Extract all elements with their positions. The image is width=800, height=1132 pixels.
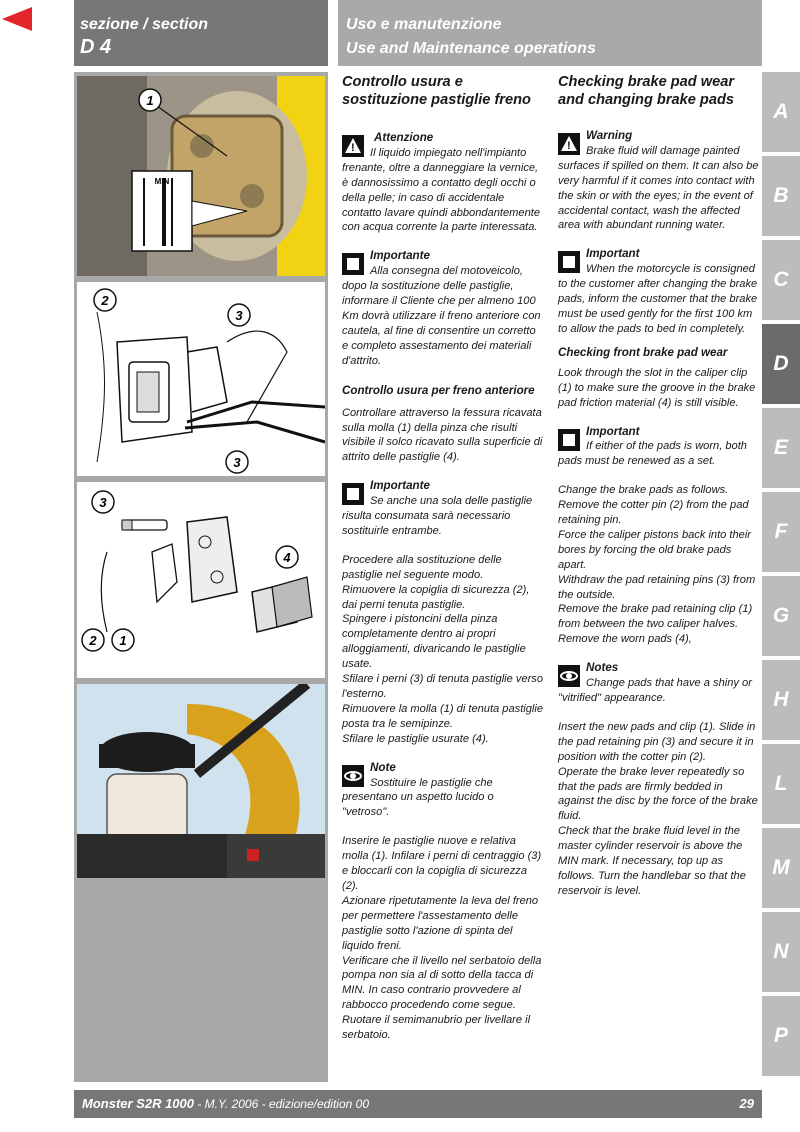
- fig3-callout-3: 3: [99, 495, 107, 510]
- english-column: [558, 74, 760, 899]
- tab-e[interactable]: E: [762, 408, 800, 488]
- italian-section-title: Controllo usura e sostituzione pastiglie freno: [342, 74, 531, 108]
- english-important2-head-row: [558, 425, 760, 440]
- english-step2: Insert the new pads and clip (1). Slide in the pad retaining pin (3) and secure it in position with the cotter pin (2).: [558, 720, 756, 763]
- italian-step: Procedere alla sostituzione delle pastiglie nel seguente modo.: [342, 553, 502, 581]
- tab-l[interactable]: L: [762, 744, 800, 824]
- fig3-callout-2: 2: [89, 633, 97, 648]
- figures-column: [74, 72, 328, 1082]
- italian-step2: Verificare che il livello nel serbatoio della pompa non sia al di sotto della tacca di MIN. In caso contrario provvedere al rabbocco procedendo come segue. Ruotare il semimanubrio per livellare il serbatoio.: [342, 954, 542, 1042]
- english-check-head: Checking front brake pad wear: [558, 345, 728, 359]
- fig1-callout-1: 1: [146, 93, 154, 108]
- section-header: [74, 0, 328, 66]
- tab-c[interactable]: C: [762, 240, 800, 320]
- section-code: D 4: [80, 36, 112, 58]
- title-english: Use and Maintenance operations: [346, 40, 596, 57]
- figure-reservoir-photo: [77, 684, 325, 878]
- italian-step: Rimuovere la molla (1) di tenuta pastiglie posta tra le semipinze.: [342, 702, 544, 730]
- english-step: Withdraw the pad retaining pins (3) from the outside.: [558, 573, 756, 601]
- italian-step2: Azionare ripetutamente la leva del freno per permettere l'assestamento delle pastiglie sotto l'azione di spinta del liquido freni.: [342, 894, 539, 952]
- italian-step: Rimuovere la copiglia di sicurezza (2), dai perni tenuta pastiglie.: [342, 583, 530, 611]
- italian-step: Sfilare i perni (3) di tenuta pastiglie verso l'esterno.: [342, 673, 544, 700]
- italian-check-head: Controllo usura per freno anteriore: [342, 383, 535, 397]
- english-note-head-row: [558, 661, 760, 676]
- tab-p[interactable]: P: [762, 996, 800, 1076]
- english-step: Force the caliper pistons back into their bores by forcing the old brake pads apart.: [558, 528, 752, 571]
- eye-icon: [342, 765, 364, 787]
- fig2-callout-2: 2: [101, 293, 109, 308]
- title-italian: Uso e manutenzione: [346, 16, 502, 33]
- tab-m[interactable]: M: [762, 828, 800, 908]
- reservoir-photo-illustration: [77, 684, 325, 878]
- footer-edition: - M.Y. 2006 - edizione/edition 00: [194, 1097, 370, 1111]
- fig2-callout-3a: 3: [235, 308, 243, 323]
- english-important1-head: Important: [586, 247, 640, 261]
- english-important2-text: If either of the pads is worn, both pads must be renewed as a set.: [558, 440, 747, 468]
- footer-model: [82, 1096, 369, 1111]
- caliper-photo-illustration: [77, 76, 325, 276]
- warning-icon: [558, 133, 580, 155]
- italian-warning-text: Il liquido impiegato nell'impianto frenante, oltre a danneggiare la vernice, è dannosissimo a contatto degli occhi o della pelle; in caso di accidentale contatto lavare quindi abbondantemente con acqua corrente la parte interessata.: [342, 146, 540, 234]
- eye-icon: [558, 665, 580, 687]
- english-check-text: Look through the slot in the caliper clip (1) to make sure the groove in the brake pad friction material (4) is still visible.: [558, 366, 756, 409]
- important-icon: [342, 483, 364, 505]
- english-note-text: Change pads that have a shiny or "vitrified" appearance.: [558, 677, 752, 704]
- footer-model-name: Monster S2R 1000: [82, 1096, 194, 1111]
- tab-a[interactable]: A: [762, 72, 800, 152]
- english-important1-head-row: [558, 247, 760, 262]
- figure-pin-removal-drawing: [77, 282, 325, 476]
- english-note-head: Notes: [586, 661, 619, 675]
- italian-note-head: Note: [370, 760, 396, 774]
- tab-b[interactable]: B: [762, 156, 800, 236]
- english-warning-text: Brake fluid will damage painted surfaces if spilled on them. It can also be very harmful if it comes into contact with the skin or with the eyes; in the event of accidental contact, wash the affected area with abundant running water.: [558, 144, 759, 232]
- english-section-title: Checking brake pad wear and changing brake pads: [558, 74, 735, 108]
- italian-important2-head: Importante: [370, 479, 430, 493]
- italian-important1-head: Importante: [370, 249, 430, 263]
- english-important2-head: Important: [586, 424, 640, 438]
- italian-important1-text: Alla consegna del motoveicolo, dopo la sostituzione delle pastiglie, informare il Cliente che per almeno 100 Km dovrà utilizzare il freno anteriore con cautela, al fine di consentire un corretto e completo assestamento dei materiali d'attrito.: [342, 265, 541, 367]
- english-step: Remove the worn pads (4),: [558, 633, 692, 646]
- tab-h[interactable]: H: [762, 660, 800, 740]
- italian-important2-head-row: [342, 479, 544, 494]
- english-step: Remove the cotter pin (2) from the pad retaining pin.: [558, 499, 749, 527]
- exploded-parts-illustration: [77, 482, 325, 678]
- italian-step2: Inserire le pastiglie nuove e relativa molla (1). Infilare i perni di centraggio (3) e bloccarli con la copiglia di sicurezza (2).: [342, 835, 542, 892]
- tab-g[interactable]: G: [762, 576, 800, 656]
- pin-removal-illustration: [77, 282, 325, 476]
- english-step2: Operate the brake lever repeatedly so that the pads are firmly bedded in against the disc by the force of the brake fluid.: [558, 765, 758, 823]
- tab-n[interactable]: N: [762, 912, 800, 992]
- fig2-callout-3b: 3: [233, 455, 241, 470]
- italian-note-text: Sostituire le pastiglie che presentano un aspetto lucido o "vetroso".: [342, 776, 494, 819]
- warning-icon: [342, 135, 364, 157]
- page-footer: [74, 1090, 762, 1118]
- english-important1-text: When the motorcycle is consigned to the customer after changing the brake pads, inform the customer that the brake must be used gently for the first 100 km to allow the pads to bed in completely.: [558, 263, 758, 335]
- italian-note-head-row: [342, 761, 544, 776]
- important-icon: [558, 429, 580, 451]
- tab-f[interactable]: F: [762, 492, 800, 572]
- figure-caliper-photo: [77, 76, 325, 276]
- section-label: sezione / section: [80, 16, 209, 33]
- italian-check-text: Controllare attraverso la fessura ricavata sulla molla (1) della pinza che risulti visibile il solco ricavato sulla superficie di attrito delle pastiglie (4).: [342, 406, 543, 464]
- title-header: [338, 0, 762, 66]
- back-arrow-icon[interactable]: [0, 6, 36, 32]
- english-step: Remove the brake pad retaining clip (1) from between the two caliper halves.: [558, 603, 753, 631]
- italian-important1-head-row: [342, 249, 544, 264]
- italian-step: Sfilare le pastiglie usurate (4).: [342, 732, 489, 745]
- english-step2: Check that the brake fluid level in the master cylinder reservoir is above the MIN mark. If necessary, top up as follows. Turn the handlebar so that the reservoir is level.: [558, 825, 746, 897]
- italian-step: Spingere i pistoncini della pinza completamente dentro ai propri alloggiamenti, divaricando le pastiglie usate.: [342, 613, 526, 671]
- figure-exploded-drawing: [77, 482, 325, 678]
- italian-column: [342, 74, 544, 1043]
- italian-important2-text: Se anche una sola delle pastiglie risulta consumata sarà necessario sostituirle entrambe.: [342, 495, 533, 537]
- italian-warning-head: Attenzione: [374, 131, 434, 144]
- important-icon: [558, 251, 580, 273]
- fig3-callout-4: 4: [283, 550, 291, 565]
- page-number: 29: [739, 1096, 754, 1111]
- fig1-callout-min: MIN: [154, 177, 170, 186]
- english-warning-head-row: [558, 129, 760, 144]
- tab-d[interactable]: D: [762, 324, 800, 404]
- english-step: Change the brake pads as follows.: [558, 484, 729, 497]
- italian-warning: [342, 131, 544, 146]
- english-warning-head: Warning: [586, 129, 633, 142]
- important-icon: [342, 253, 364, 275]
- fig3-callout-1: 1: [119, 633, 127, 648]
